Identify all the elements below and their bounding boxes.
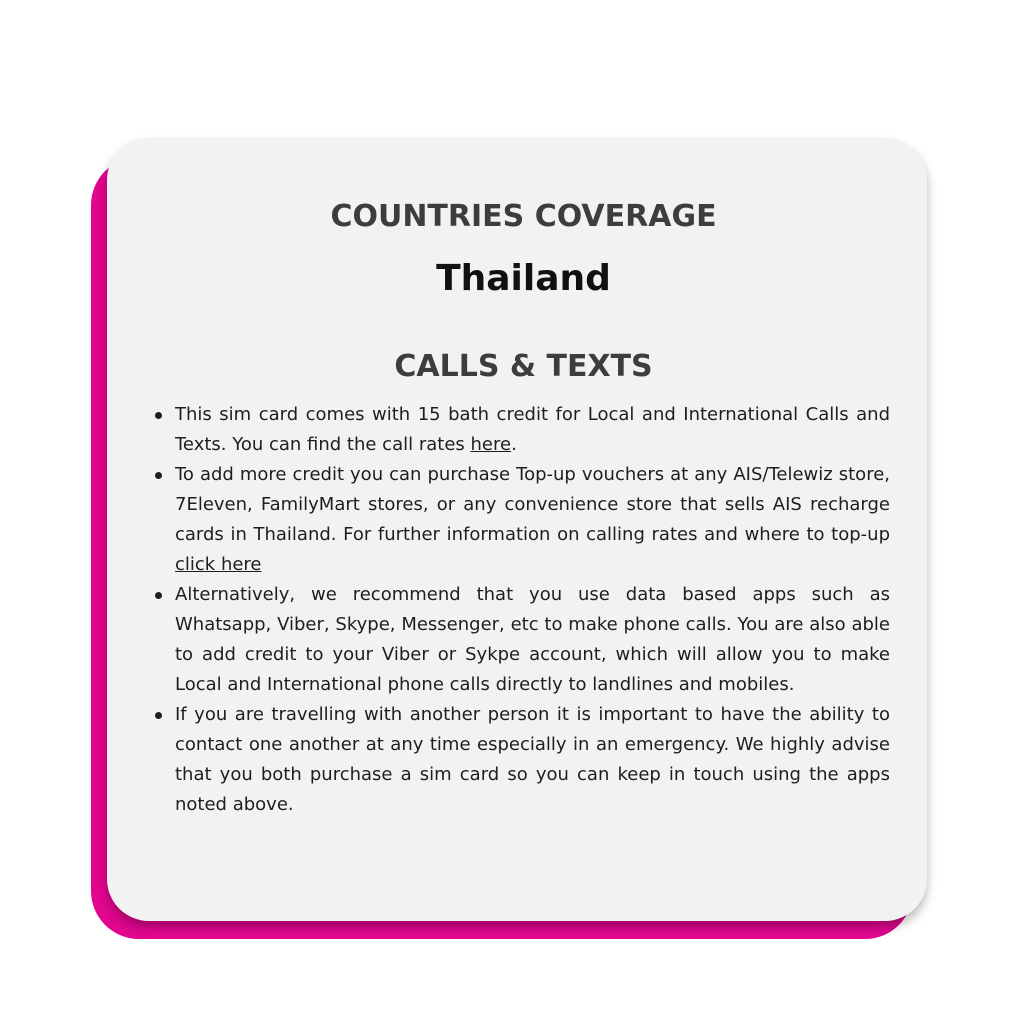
coverage-heading: COUNTRIES COVERAGE [330,199,717,234]
bullet-icon [155,412,162,419]
credit-text-end: . [511,434,517,455]
calls-texts-heading: CALLS & TEXTS [394,349,653,384]
country-name: Thailand [436,258,611,299]
bullet-icon [155,712,162,719]
list-item-travel [175,700,890,820]
bullet-icon [155,592,162,599]
credit-text: This sim card comes with 15 bath credit for Local and International Calls and Texts. You can find the call rates [175,404,890,455]
bullet-icon [155,472,162,479]
apps-text: Alternatively, we recommend that you use data based apps such as Whatsapp, Viber, Skype, Messenger, etc to make phone calls. You are also able to add credit to your Viber or Sykpe account, which will allow you to make Local and International phone calls directly to landlines and mobiles. [175,584,890,695]
call-rates-link[interactable]: here [470,434,512,455]
calls-info-list [157,400,890,820]
list-item-apps [175,580,890,700]
list-item-topup [175,460,890,580]
info-card [107,138,927,921]
list-item-credit [175,400,890,460]
travel-text: If you are travelling with another person it is important to have the ability to contact one another at any time especially in an emergency. We highly advise that you both purchase a sim card so you can keep in touch using the apps noted above. [175,704,890,815]
topup-text: To add more credit you can purchase Top-up vouchers at any AIS/Telewiz store, 7Eleven, FamilyMart stores, or any convenience store that sells AIS recharge cards in Thailand. For further information on calling rates and where to top-up [175,464,890,545]
topup-info-link[interactable]: click here [175,554,262,575]
